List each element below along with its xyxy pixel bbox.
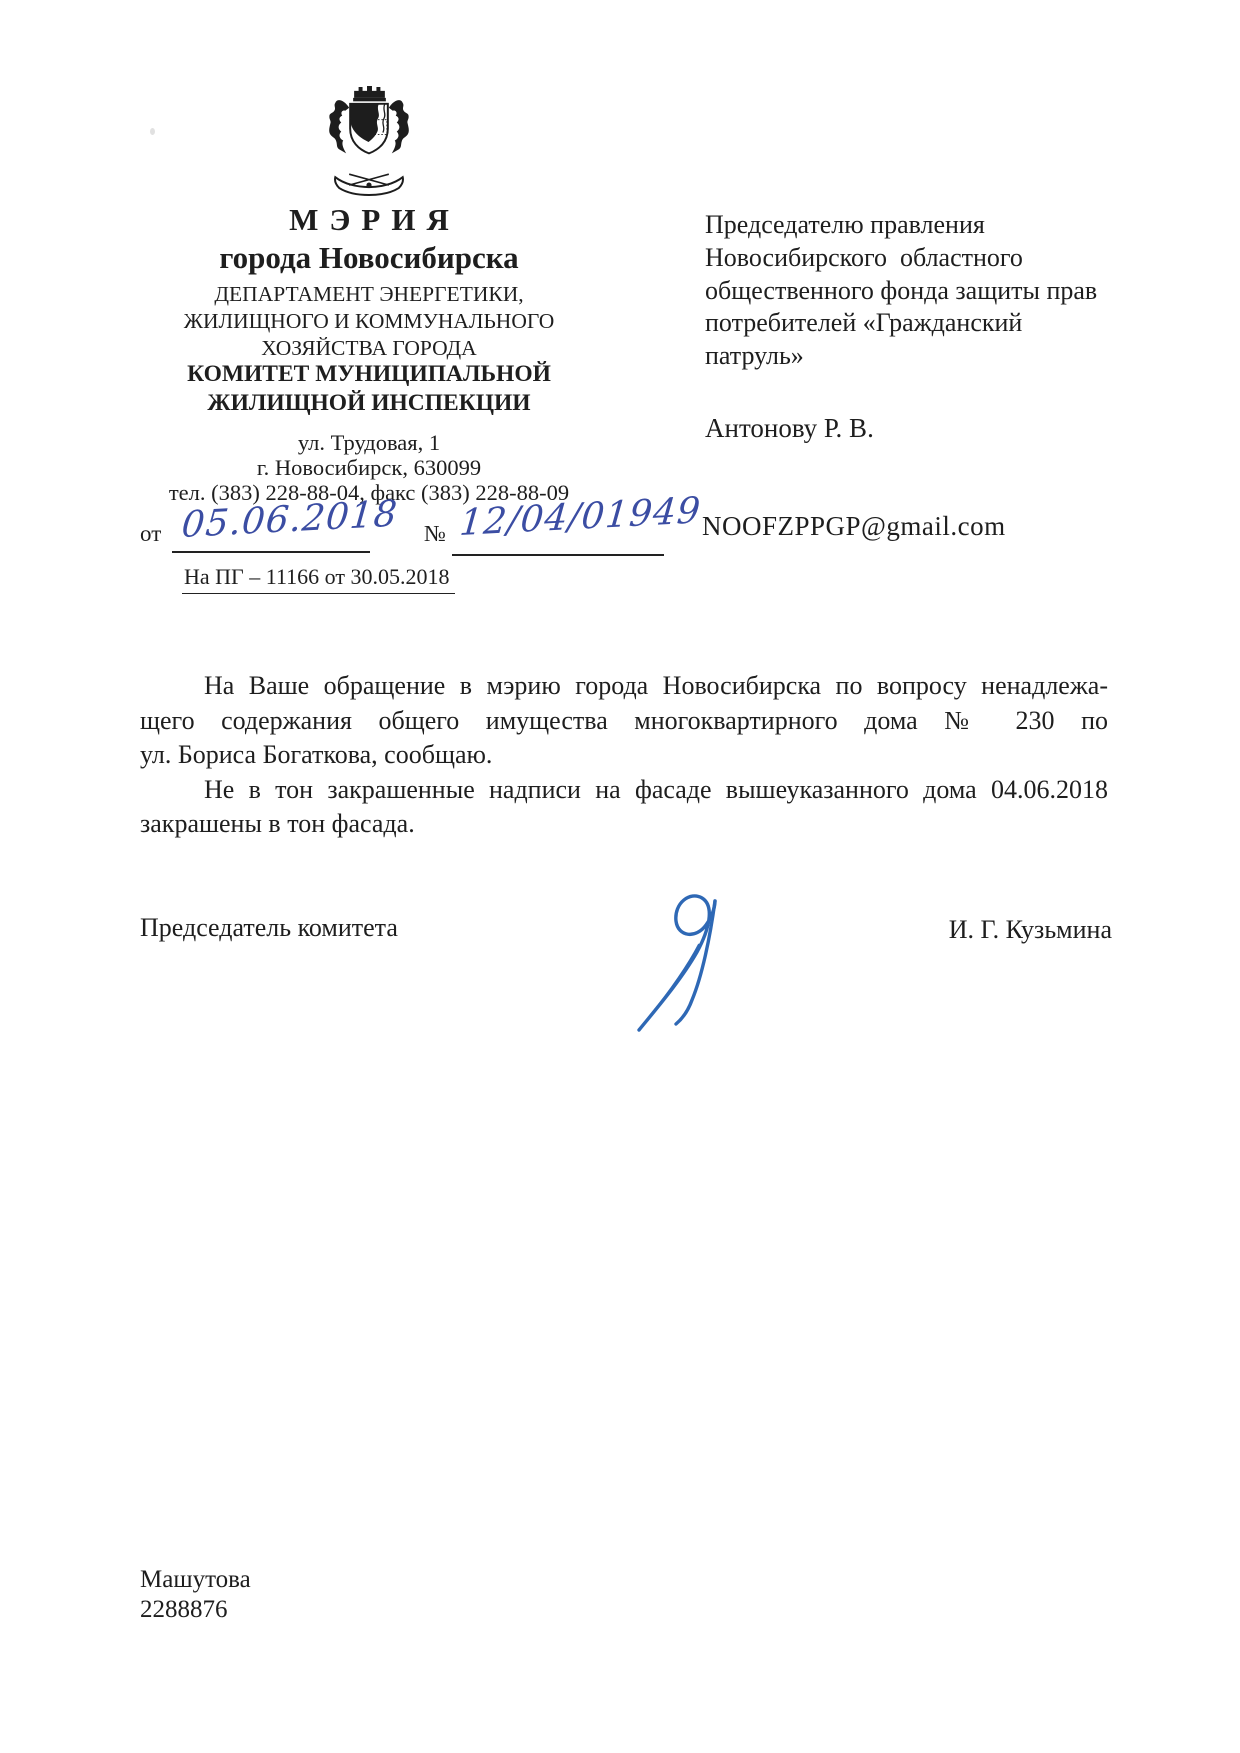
outgoing-number-label: № [424, 521, 446, 546]
org-city-line: г. Новосибирск, 630099 [256, 455, 482, 480]
org-street-line: ул. Трудовая, 1 [297, 430, 441, 455]
signer-name: И. Г. Кузьмина [948, 915, 1112, 944]
recipient-line: потребителей «Гражданский [705, 308, 1023, 338]
recipient-name: Антонову Р. В. [705, 413, 874, 443]
outgoing-number-handwritten: 12/04/01949 [458, 490, 703, 544]
body-line: щего содержания общего имущества многоквартирного дома № 230 по [140, 705, 1108, 735]
committee-name [133, 360, 605, 417]
committee-line: КОМИТЕТ МУНИЦИПАЛЬНОЙ [187, 361, 551, 387]
executor-phone: 2288876 [140, 1596, 228, 1623]
outgoing-date-handwritten: 05.06.2018 [180, 493, 400, 546]
signer-position-title: Председатель комитета [140, 913, 398, 942]
body-line: На Ваше обращение в мэрию города Новосибирска по вопросу ненадлежа- [204, 671, 1108, 700]
org-subtitle: города Новосибирска [219, 240, 519, 275]
number-underline [452, 554, 664, 556]
incoming-reference-line: На ПГ – 11166 от 30.05.2018 [182, 564, 455, 594]
department-name [133, 281, 605, 362]
date-underline [172, 551, 370, 553]
recipient-line: Новосибирского областного [705, 242, 1023, 272]
scan-dust-speck [150, 128, 155, 135]
letter-body [140, 669, 1108, 842]
committee-line: ЖИЛИЩНОЙ ИНСПЕКЦИИ [207, 389, 531, 416]
body-line: закрашены в тон фасада. [140, 809, 415, 838]
recipient-line: Председателю правления [705, 210, 985, 239]
body-line: Не в тон закрашенные надписи на фасаде вышеуказанного дома 04.06.2018 [204, 774, 1108, 804]
recipient-address [705, 209, 1165, 373]
department-line: ЖИЛИЩНОГО И КОММУНАЛЬНОГО [183, 309, 555, 333]
department-line: ХОЗЯЙСТВА ГОРОДА [261, 336, 477, 360]
body-line: ул. Бориса Богаткова, сообщаю. [140, 740, 493, 769]
recipient-line: общественного фонда защиты прав [705, 275, 1098, 305]
org-title: МЭРИЯ [289, 202, 460, 237]
department-line: ДЕПАРТАМЕНТ ЭНЕРГЕТИКИ, [214, 282, 524, 306]
org-address [133, 430, 605, 505]
executor-block [140, 1565, 251, 1625]
handwritten-signature [628, 868, 780, 1038]
executor-name: Машутова [140, 1566, 251, 1593]
outgoing-date-label: от [140, 521, 162, 546]
recipient-line: патруль» [705, 341, 804, 371]
novosibirsk-coat-of-arms-icon [318, 82, 420, 196]
recipient-email: NOOFZPPGP@gmail.com [702, 511, 1006, 541]
org-phone-line: тел. (383) 228-88-04, факс (383) 228-88-09 [168, 480, 570, 505]
